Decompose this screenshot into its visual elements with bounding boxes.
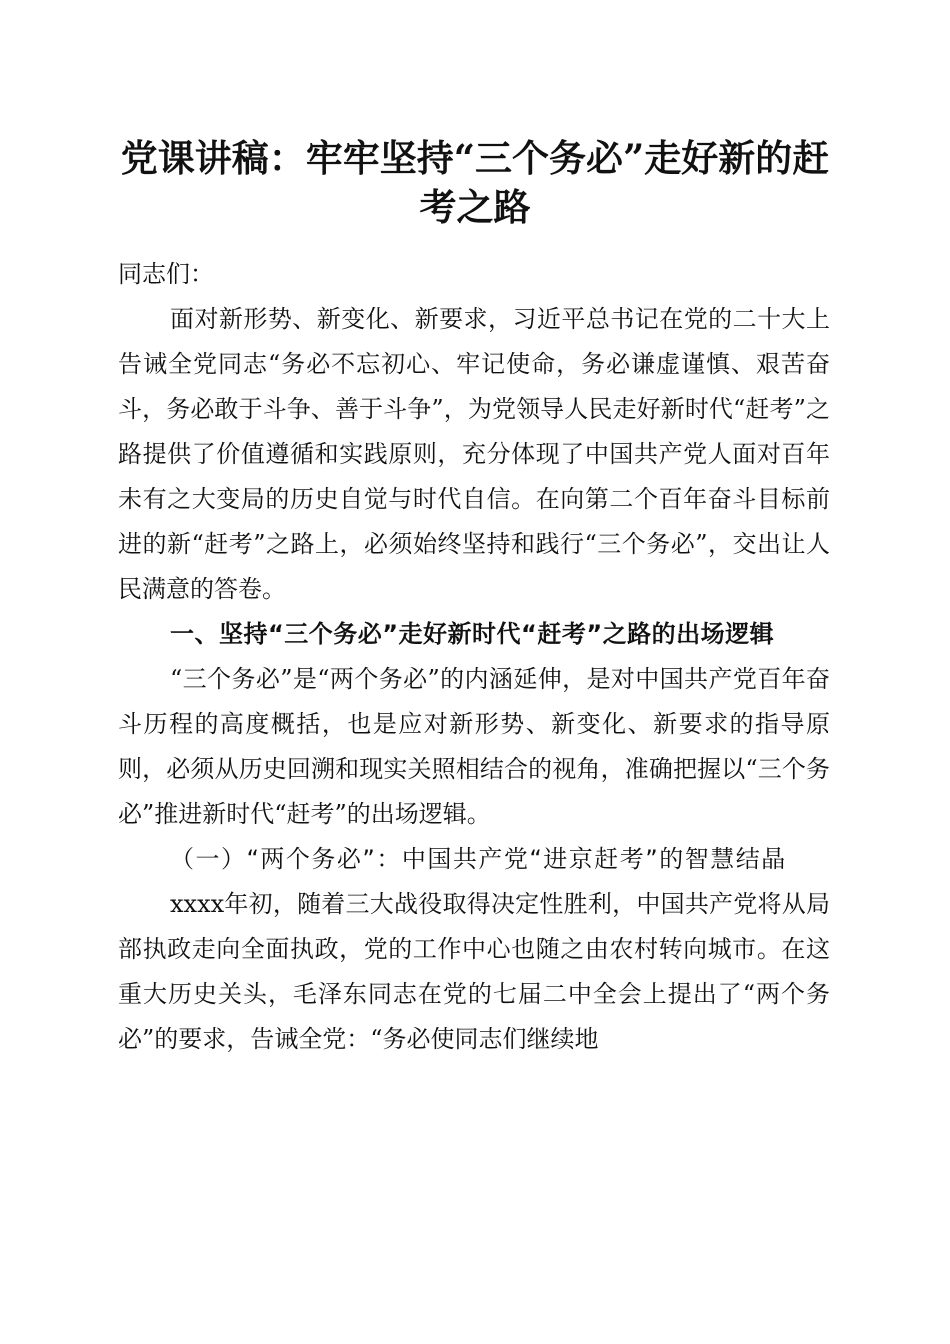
section-heading-1: 一、坚持“三个务必”走好新时代“赶考”之路的出场逻辑 (170, 620, 775, 648)
salutation: 同志们： (118, 260, 214, 288)
subsection-heading-1: （一）“两个务必”：中国共产党“进京赶考”的智慧结晶 (170, 845, 787, 873)
document-title: 党课讲稿：牢牢坚持“三个务必”走好新的赶考之路 (120, 136, 830, 229)
paragraph-subsection-1: xxxx年初，随着三大战役取得决定性胜利，中国共产党将从局部执政走向全面执政，党的工作中心也随之由农村转向城市。在这重大历史关头，毛泽东同志在党的七届二中全会上提出了“两个务必”的要求，告诫全党：“务必使同志们继续地 (118, 890, 830, 1053)
paragraph-section-1: “三个务必”是“两个务必”的内涵延伸，是对中国共产党百年奋斗历程的高度概括，也是应对新形势、新变化、新要求的指导原则，必须从历史回溯和现实关照相结合的视角，准确把握以“三个务必”推进新时代“赶考”的出场逻辑。 (118, 665, 830, 828)
paragraph-intro: 面对新形势、新变化、新要求，习近平总书记在党的二十大上告诫全党同志“务必不忘初心、牢记使命，务必谦虚谨慎、艰苦奋斗，务必敢于斗争、善于斗争”，为党领导人民走好新时代“赶考”之路提供了价值遵循和实践原则，充分体现了中国共产党人面对百年未有之大变局的历史自觉与时代自信。在向第二个百年奋斗目标前进的新“赶考”之路上，必须始终坚持和践行“三个务必”，交出让人民满意的答卷。 (118, 305, 830, 603)
document-body (118, 252, 830, 1062)
